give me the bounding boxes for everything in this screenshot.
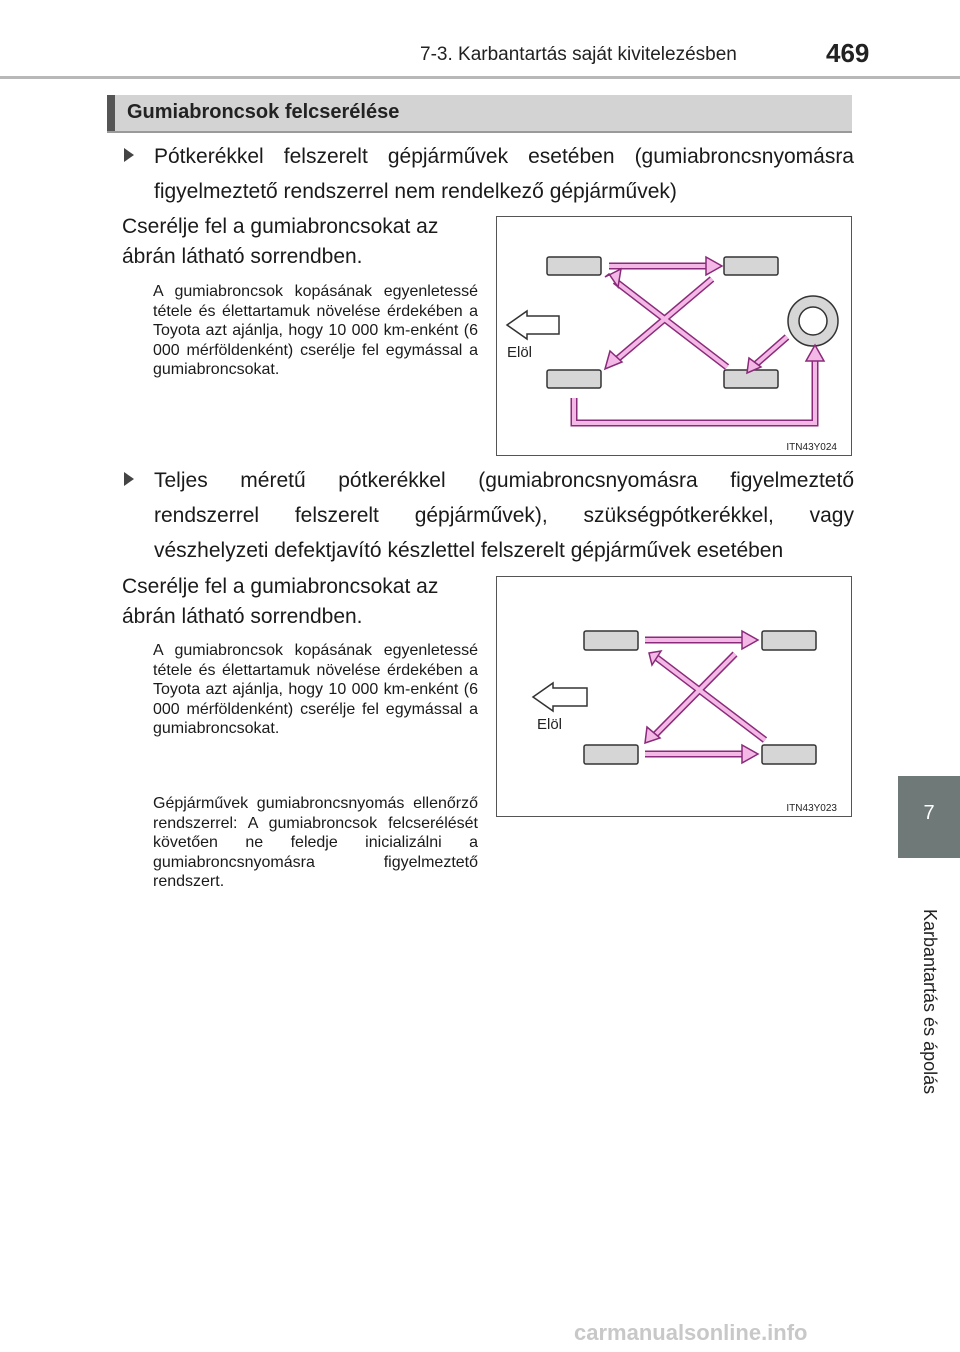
chapter-side-label: Karbantartás és ápolás <box>920 909 940 1095</box>
header-title: 7-3. Karbantartás saját kivitelezésben <box>420 44 737 65</box>
tire-rear-right <box>724 370 778 388</box>
rotation-diagram-1 <box>496 216 852 456</box>
arrow-rear-right-to-front-left <box>615 281 727 367</box>
chapter-tab <box>898 776 960 858</box>
tire-front-right <box>724 257 778 275</box>
lead-paragraph-2: Cserélje fel a gumiabroncsokat az ábrán látható sorrendben. <box>122 575 439 628</box>
arrow-rear-right-to-front-left <box>657 658 765 740</box>
section-title: Gumiabroncsok felcserélése <box>127 101 400 123</box>
note-paragraph-1: A gumiabroncsok kopásának egyenletessé tétele és élettartamuk növelése érdekében a Toyota azt ajánlja, hogy 10 000 km-enként (6 000 mérföldenként) cserélje fel egymással a gumiabroncsokat. <box>153 283 478 378</box>
rotation-diagram-2 <box>496 576 852 817</box>
bullet-item-1 <box>128 139 854 209</box>
triangle-bullet-icon <box>124 148 134 162</box>
note-paragraph-3: Gépjárművek gumiabroncsnyomás ellenőrző rendszerrel: A gumiabroncsok felcserélését követően ne feledje inicializálni a gumiabroncsnyomásra figyelmeztető rendszert. <box>153 795 478 890</box>
bullet-item-2 <box>128 463 854 568</box>
tire-rear-left <box>547 370 601 388</box>
tire-front-left <box>547 257 601 275</box>
tire-rear-right <box>762 745 816 764</box>
tire-front-left <box>584 631 638 650</box>
spare-wheel-icon <box>788 296 838 346</box>
page-number: 469 <box>826 38 870 68</box>
front-direction-arrow-icon <box>533 683 587 711</box>
front-label: Elöl <box>537 716 563 733</box>
triangle-bullet-icon <box>124 472 134 486</box>
arrow-rear-left-to-spare <box>574 359 815 423</box>
header-rule <box>0 76 960 79</box>
rotation-diagram-2-graphic <box>497 577 853 818</box>
figure-code: ITN43Y024 <box>786 442 837 453</box>
bullet-text-2: Teljes méretű pótkerékkel (gumiabroncsnyomásra figyelmeztető rendszerrel felszerelt gépjárművek), szükségpótkerékkel, vagy vészhelyzeti defektjavító készlettel felszerelt gépjárművek esetében <box>154 469 854 562</box>
lead-paragraph-1: Cserélje fel a gumiabroncsokat az ábrán látható sorrendben. <box>122 215 439 268</box>
rotation-diagram-1-graphic <box>497 217 853 457</box>
front-label: Elöl <box>507 344 533 361</box>
chapter-number: 7 <box>923 802 935 824</box>
tire-rear-left <box>584 745 638 764</box>
section-heading-rule <box>107 131 852 133</box>
arrow-spare-to-rear-right <box>755 337 787 365</box>
tire-front-right <box>762 631 816 650</box>
front-direction-arrow-icon <box>507 311 559 339</box>
figure-code: ITN43Y023 <box>786 803 837 814</box>
watermark: carmanualsonline.info <box>574 1320 808 1345</box>
bullet-text-1: Pótkerékkel felszerelt gépjárművek esetében (gumiabroncsnyomásra figyelmeztető rendszerrel nem rendelkező gépjárművek) <box>154 145 854 203</box>
note-paragraph-2: A gumiabroncsok kopásának egyenletessé tétele és élettartamuk növelése érdekében a Toyota azt ajánlja, hogy 10 000 km-enként (6 000 mérföldenként) cserélje fel egymással a gumiabroncsokat. <box>153 642 478 737</box>
